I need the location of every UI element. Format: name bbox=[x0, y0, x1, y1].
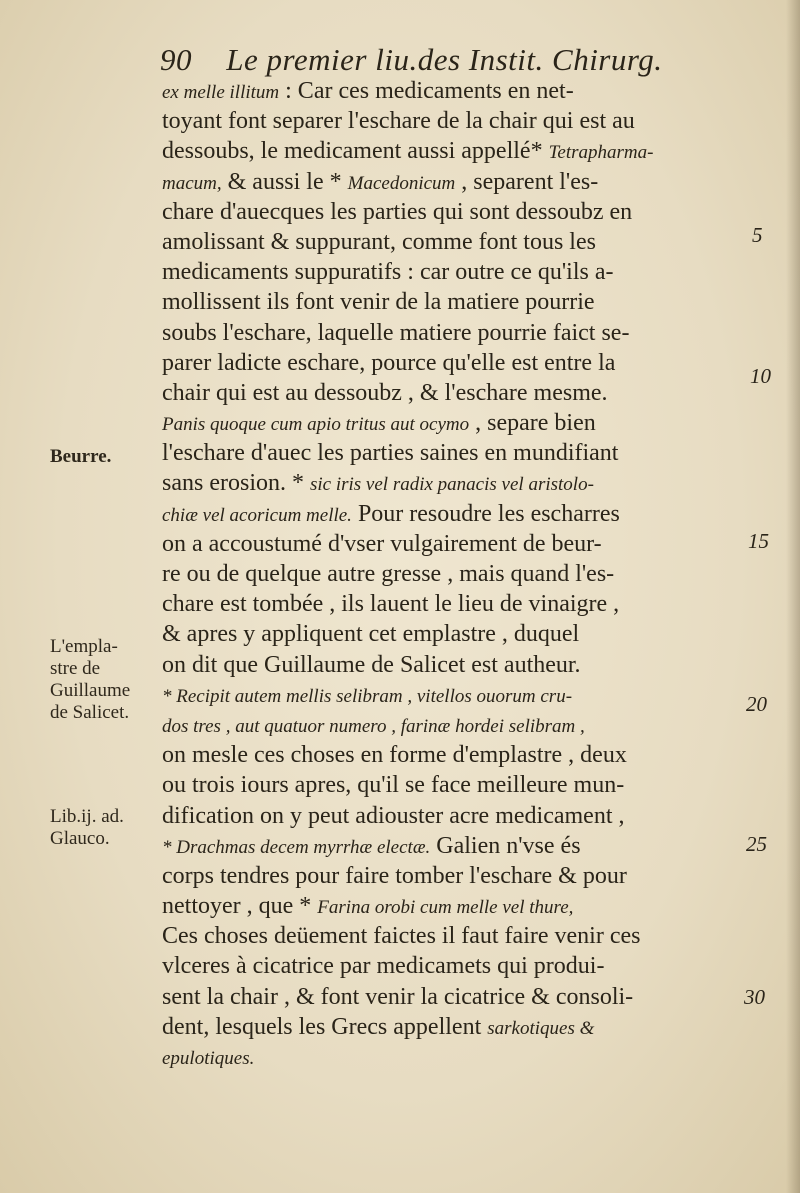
text-line bbox=[162, 287, 772, 317]
line-text: Galien n'vse és bbox=[430, 832, 581, 859]
margin-note-line: L'empla- bbox=[50, 636, 118, 657]
line-number: 30 bbox=[744, 985, 765, 1009]
text-line bbox=[162, 378, 772, 408]
line-text: sent la chair , & font venir la cicatrice & consoli- bbox=[162, 983, 634, 1010]
line-text: mollissent ils font venir de la matiere pourrie bbox=[162, 289, 595, 316]
running-header bbox=[160, 42, 720, 78]
text-line bbox=[162, 348, 772, 378]
line-text: Pour resoudre les escharres bbox=[351, 500, 620, 527]
latin-phrase: Farina orobi cum melle vel thure, bbox=[317, 897, 574, 919]
line-text: on mesle ces choses en forme d'emplastre , deux bbox=[162, 742, 627, 769]
text-line bbox=[162, 831, 772, 861]
text-line bbox=[162, 891, 772, 921]
line-text: medicaments suppuratifs : car outre ce qu'ils a- bbox=[162, 259, 614, 286]
text-line bbox=[162, 499, 772, 529]
text-line bbox=[162, 559, 772, 589]
text-line bbox=[162, 982, 772, 1012]
latin-phrase: epulotiques. bbox=[162, 1048, 255, 1069]
line-text: nettoyer , que * bbox=[162, 893, 318, 920]
line-text: l'eschare d'auec les parties saines en mundifiant bbox=[162, 440, 619, 467]
text-line bbox=[162, 227, 772, 257]
line-text: dification on y peut adiouster acre medicament , bbox=[162, 802, 625, 829]
text-line bbox=[162, 921, 772, 951]
latin-phrase: chiæ vel acoricum melle. bbox=[162, 504, 352, 526]
margin-note-line: Glauco. bbox=[50, 828, 110, 849]
running-head-title: Le premier liu.des Instit. Chirurg. bbox=[226, 42, 663, 77]
line-number: 20 bbox=[746, 692, 767, 716]
margin-note-line: Guillaume bbox=[50, 680, 131, 701]
margin-note-emplastre bbox=[50, 636, 130, 724]
line-text: amolissant & suppurant, comme font tous les bbox=[162, 228, 596, 255]
text-line bbox=[162, 408, 772, 438]
line-text: , separe bien bbox=[469, 410, 596, 437]
text-line bbox=[162, 589, 772, 619]
text-line bbox=[162, 680, 772, 710]
main-text-block bbox=[162, 76, 772, 1072]
margin-note-line: de Salicet. bbox=[50, 702, 130, 723]
latin-phrase: Panis quoque cum apio tritus aut ocymo bbox=[162, 414, 470, 436]
text-line bbox=[162, 76, 772, 106]
line-text: on a accoustumé d'vser vulgairement de beur- bbox=[162, 530, 602, 557]
latin-phrase: dos tres , aut quatuor numero , farinæ hordei selibram , bbox=[162, 715, 585, 737]
line-text: chare est tombée , ils lauent le lieu de vinaigre , bbox=[162, 591, 620, 618]
text-line bbox=[162, 740, 772, 770]
line-number: 25 bbox=[746, 832, 767, 856]
latin-phrase: * Recipit autem mellis selibram , vitellos ouorum cru- bbox=[162, 685, 573, 707]
margin-note-glauco bbox=[50, 806, 124, 850]
text-line bbox=[162, 861, 772, 891]
line-text: soubs l'eschare, laquelle matiere pourrie faict se- bbox=[162, 319, 630, 346]
line-text: chair qui est au dessoubz , & l'eschare mesme. bbox=[162, 379, 608, 406]
line-number: 15 bbox=[748, 529, 769, 553]
text-line bbox=[162, 650, 772, 680]
line-number: 10 bbox=[750, 364, 771, 388]
page-number: 90 bbox=[160, 42, 192, 77]
line-text: : Car ces medicaments en net- bbox=[279, 78, 574, 104]
line-text: parer ladicte eschare, pource qu'elle est entre la bbox=[162, 349, 616, 376]
line-number: 5 bbox=[752, 223, 763, 247]
latin-phrase: Macedonicum bbox=[347, 172, 456, 194]
line-text: re ou de quelque autre gresse , mais quand l'es- bbox=[162, 561, 615, 587]
line-text: & apres y appliquent cet emplastre , duquel bbox=[162, 621, 580, 648]
latin-phrase: Tetrapharma- bbox=[548, 142, 654, 164]
line-text: chare d'auecques les parties qui sont dessoubz en bbox=[162, 198, 633, 225]
line-text: sans erosion. * bbox=[162, 470, 310, 497]
line-text: corps tendres pour faire tomber l'eschare & pour bbox=[162, 862, 627, 889]
line-text: dent, lesquels les Grecs appellent bbox=[162, 1013, 488, 1040]
text-line bbox=[162, 801, 772, 831]
text-line bbox=[162, 106, 772, 136]
text-line bbox=[162, 619, 772, 649]
page-edge-shadow bbox=[786, 0, 800, 1193]
text-line bbox=[162, 1012, 772, 1042]
text-line bbox=[162, 710, 772, 740]
text-line bbox=[162, 167, 772, 197]
margin-note-line: Lib.ij. ad. bbox=[50, 806, 124, 827]
text-line bbox=[162, 197, 772, 227]
latin-phrase: macum, bbox=[162, 172, 222, 194]
text-line bbox=[162, 951, 772, 981]
line-text: & aussi le * bbox=[221, 168, 348, 195]
text-line bbox=[162, 257, 772, 287]
margin-note-line: stre de bbox=[50, 658, 101, 679]
line-text: dessoubs, le medicament aussi appellé* bbox=[162, 138, 549, 165]
text-line bbox=[162, 318, 772, 348]
text-line bbox=[162, 770, 772, 800]
text-line bbox=[162, 468, 772, 498]
line-text: vlceres à cicatrice par medicamets qui produi- bbox=[162, 953, 605, 980]
text-line bbox=[162, 529, 772, 559]
text-line bbox=[162, 136, 772, 166]
line-text: on dit que Guillaume de Salicet est autheur. bbox=[162, 651, 581, 678]
latin-phrase: sic iris vel radix panacis vel aristolo- bbox=[309, 474, 594, 496]
line-text: toyant font separer l'eschare de la chair qui est au bbox=[162, 108, 635, 135]
line-text: , separent l'es- bbox=[455, 168, 599, 195]
margin-note-beurre bbox=[50, 446, 111, 468]
line-text: ou trois iours apres, qu'il se face meilleure mun- bbox=[162, 772, 625, 799]
text-line bbox=[162, 1042, 772, 1072]
margin-note-line: Beurre. bbox=[50, 446, 112, 467]
latin-phrase: ex melle illitum bbox=[162, 82, 280, 103]
latin-phrase: sarkotiques & bbox=[487, 1017, 595, 1039]
text-line bbox=[162, 438, 772, 468]
latin-phrase: * Drachmas decem myrrhæ electæ. bbox=[162, 836, 431, 858]
line-text: Ces choses deüement faictes il faut faire venir ces bbox=[162, 923, 641, 950]
